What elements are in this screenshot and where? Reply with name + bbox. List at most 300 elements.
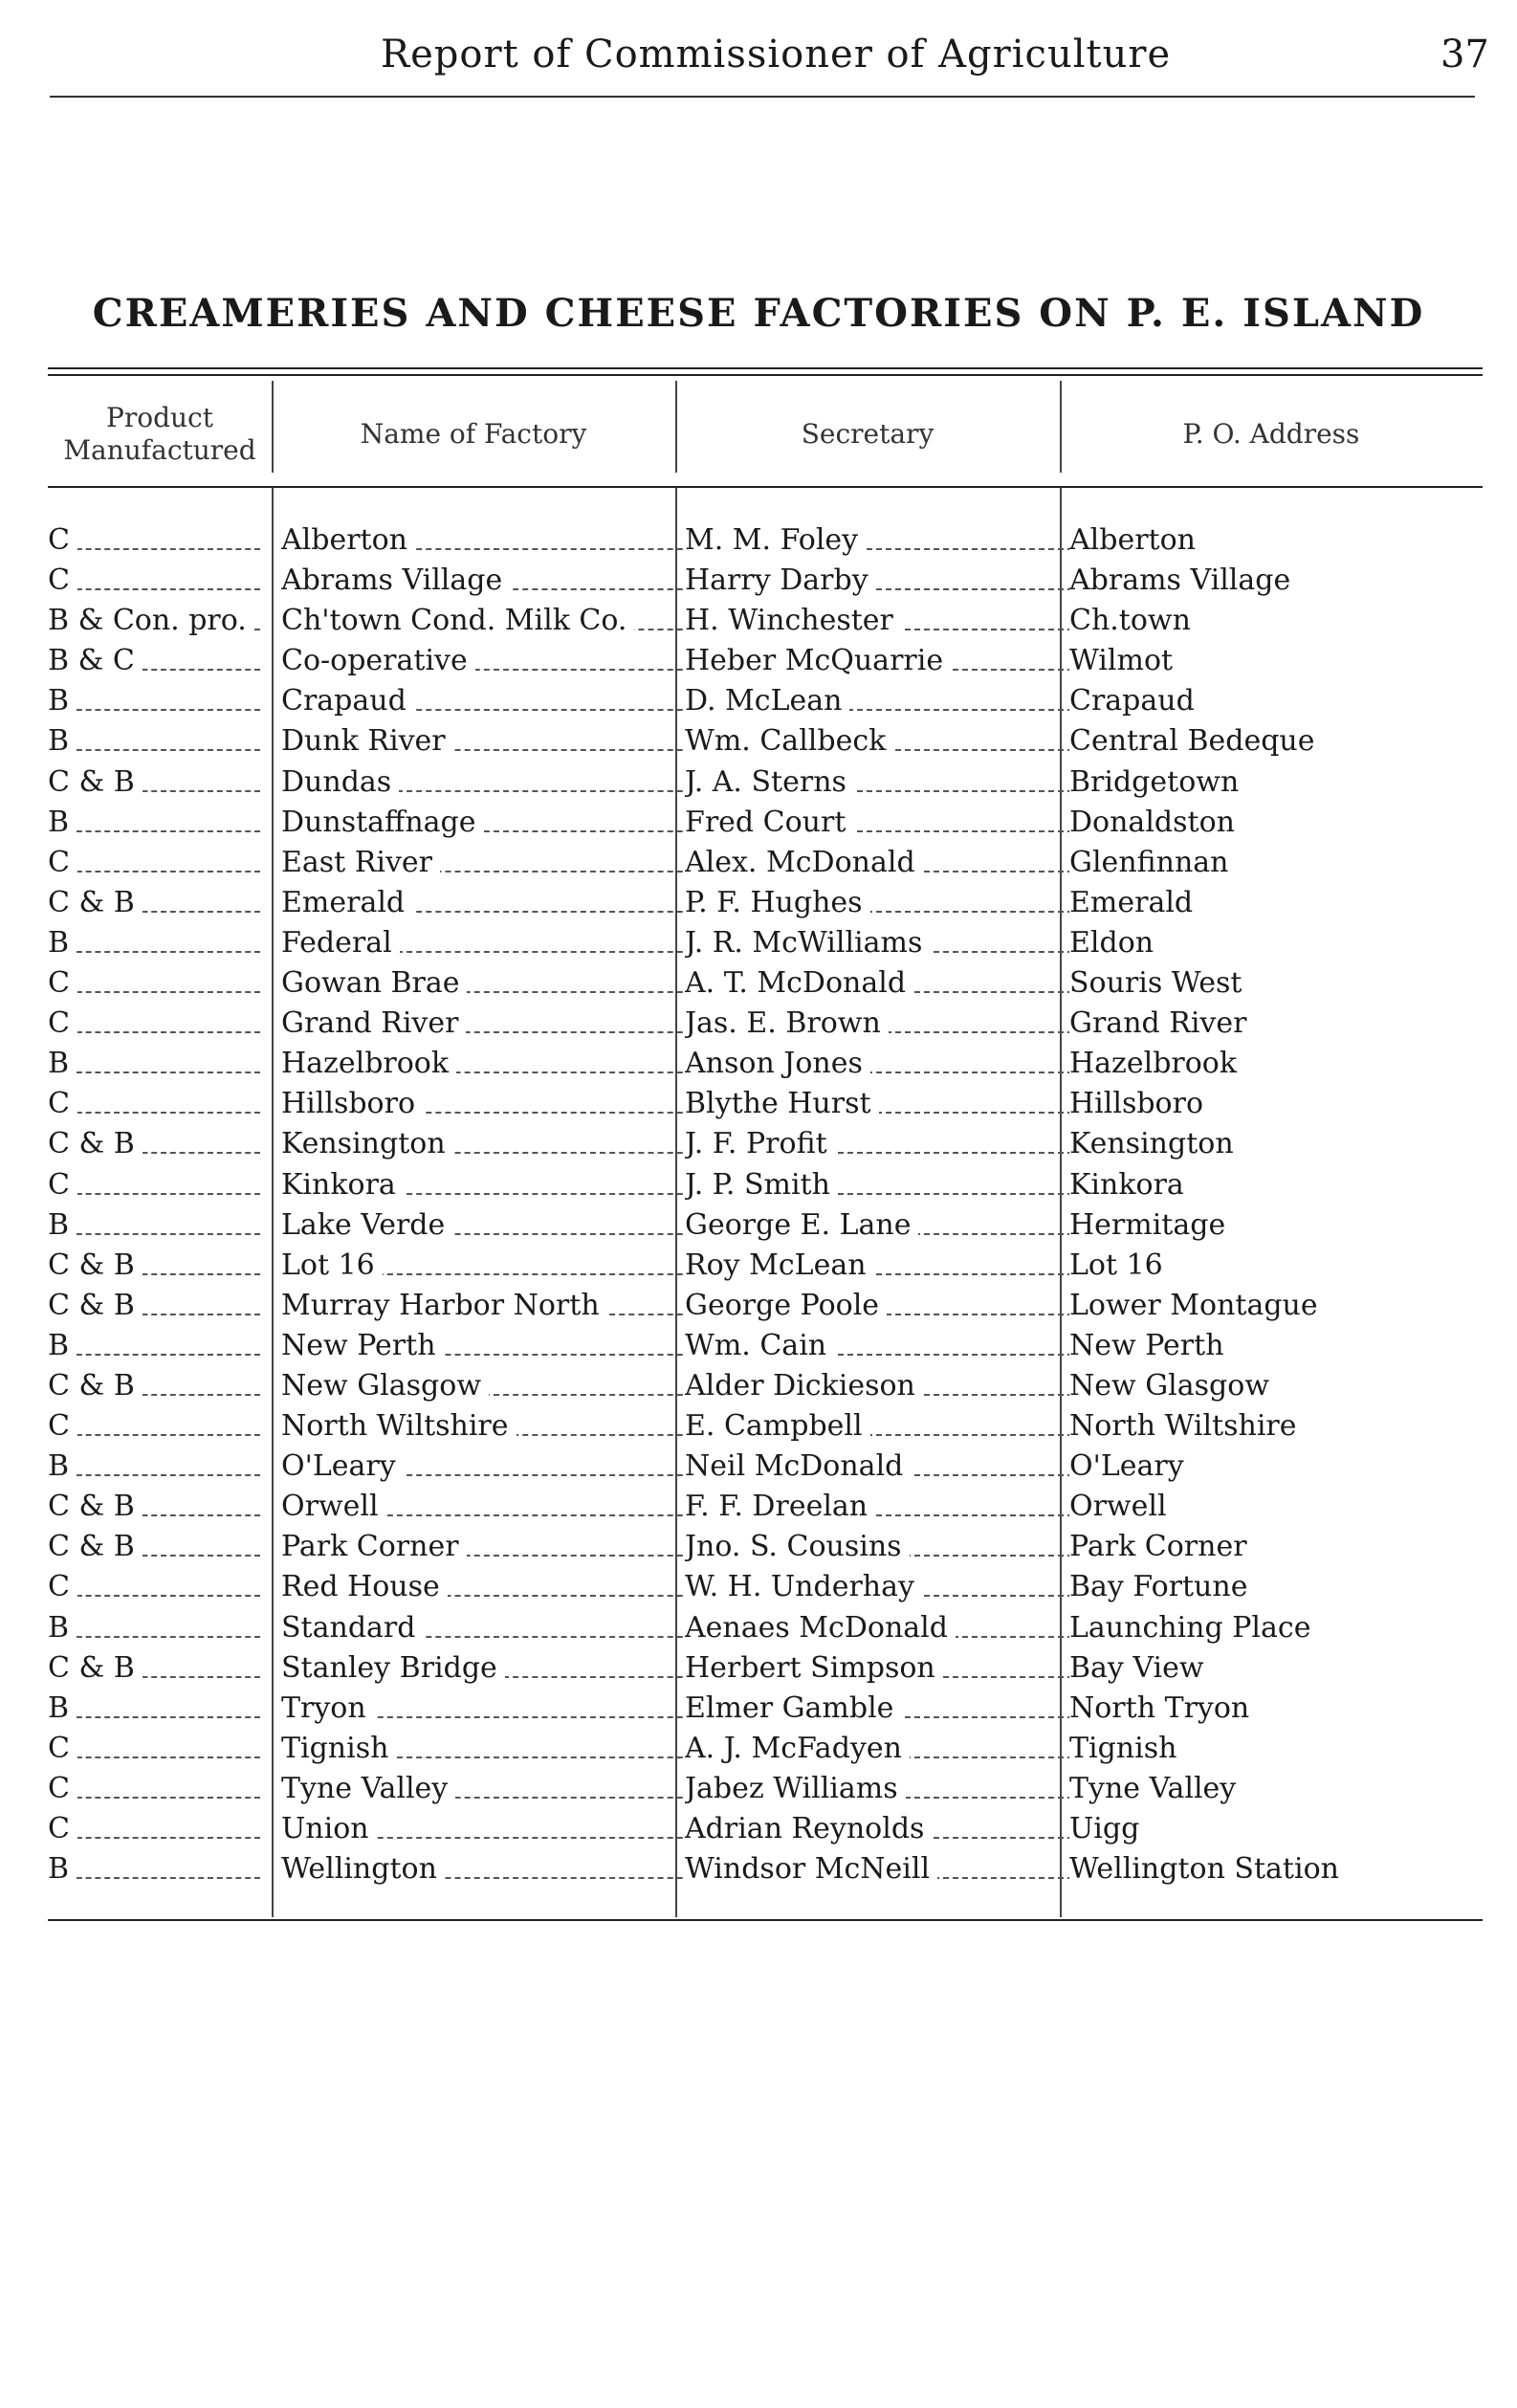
po-address-cell <box>1069 681 1483 721</box>
secretary-cell <box>685 520 1102 561</box>
secretary-cell <box>685 762 1102 803</box>
secretary-cell <box>685 1286 1102 1326</box>
po-address-cell <box>1069 1004 1483 1044</box>
product-cell-text: B <box>48 1208 77 1242</box>
secretary-cell <box>685 1849 1102 1889</box>
factory-name-cell-text: Hazelbrook <box>281 1047 456 1080</box>
po-address-cell <box>1069 1849 1483 1889</box>
po-address-cell <box>1069 520 1483 561</box>
leader-dashes <box>67 709 260 711</box>
leader-dashes <box>67 1837 260 1839</box>
secretary-cell <box>685 1487 1102 1527</box>
po-address-cell <box>1069 1567 1483 1607</box>
leader-dashes <box>67 1434 260 1436</box>
secretary-cell <box>685 1246 1102 1286</box>
po-address-cell <box>1069 1769 1483 1809</box>
secretary-cell <box>685 883 1102 923</box>
factory-name-cell <box>281 1769 712 1809</box>
table-row <box>48 1205 1483 1246</box>
po-address-cell <box>1069 1084 1483 1124</box>
po-address-cell-text: New Glasgow <box>1069 1369 1277 1403</box>
product-cell <box>48 1527 268 1567</box>
product-cell <box>48 681 268 721</box>
table-row <box>48 1044 1483 1084</box>
po-address-cell-text: Kensington <box>1069 1127 1242 1160</box>
secretary-cell <box>685 803 1102 843</box>
secretary-cell-text: M. M. Foley <box>685 523 866 557</box>
leader-dashes <box>67 1474 260 1476</box>
po-address-cell <box>1069 883 1483 923</box>
po-address-cell-text: Bridgetown <box>1069 765 1246 799</box>
po-address-cell-text: North Tryon <box>1069 1691 1257 1725</box>
po-address-cell <box>1069 1608 1483 1648</box>
table-bottom-rule <box>48 1919 1483 1921</box>
factory-name-cell <box>281 963 712 1004</box>
table-row <box>48 963 1483 1004</box>
secretary-cell-text: George Poole <box>685 1289 887 1322</box>
table-row <box>48 1165 1483 1205</box>
secretary-cell-text: J. P. Smith <box>685 1168 838 1202</box>
po-address-cell-text: Lot 16 <box>1069 1248 1171 1282</box>
factory-name-cell <box>281 1246 712 1286</box>
product-cell-text: C & B <box>48 1248 143 1282</box>
secretary-cell <box>685 601 1102 641</box>
secretary-cell-text: Jabez Williams <box>685 1772 906 1805</box>
secretary-cell-text: Adrian Reynolds <box>685 1812 932 1845</box>
table-row <box>48 681 1483 721</box>
product-cell <box>48 1567 268 1607</box>
secretary-cell-text: George E. Lane <box>685 1208 918 1242</box>
secretary-cell-text: E. Campbell <box>685 1409 870 1443</box>
secretary-cell-text: Wm. Callbeck <box>685 724 893 758</box>
factory-name-cell <box>281 1084 712 1124</box>
table-row <box>48 721 1483 762</box>
po-address-cell-text: Wilmot <box>1069 644 1180 677</box>
secretary-cell-text: J. A. Sterns <box>685 765 854 799</box>
factory-name-cell <box>281 1366 712 1406</box>
factory-name-cell <box>281 1487 712 1527</box>
secretary-cell <box>685 681 1102 721</box>
secretary-cell-text: Wm. Cain <box>685 1329 834 1362</box>
factory-name-cell-text: Union <box>281 1812 377 1845</box>
table-row <box>48 1689 1483 1729</box>
po-address-cell-text: Tignish <box>1069 1732 1184 1765</box>
product-cell-text: C & B <box>48 886 143 919</box>
product-cell <box>48 1648 268 1689</box>
po-address-cell-text: Emerald <box>1069 886 1200 919</box>
po-address-cell-text: Hazelbrook <box>1069 1047 1244 1080</box>
po-address-cell <box>1069 1447 1483 1487</box>
factory-name-cell <box>281 1689 712 1729</box>
product-cell <box>48 561 268 601</box>
table-row <box>48 1729 1483 1769</box>
factory-name-cell <box>281 883 712 923</box>
product-cell <box>48 1286 268 1326</box>
product-cell-text: B <box>48 1852 77 1886</box>
factory-name-cell <box>281 1406 712 1447</box>
secretary-cell-text: J. F. Profit <box>685 1127 835 1160</box>
factory-name-cell <box>281 601 712 641</box>
secretary-cell <box>685 1406 1102 1447</box>
secretary-cell-text: Alder Dickieson <box>685 1369 923 1403</box>
product-cell <box>48 1084 268 1124</box>
secretary-cell-text: Windsor McNeill <box>685 1852 937 1886</box>
table-row <box>48 843 1483 883</box>
product-cell-text: B <box>48 1611 77 1645</box>
po-address-cell <box>1069 1124 1483 1164</box>
product-cell-text: C <box>48 1812 77 1845</box>
product-cell-text: C & B <box>48 1369 143 1403</box>
product-cell-text: C <box>48 1732 77 1765</box>
secretary-cell <box>685 1527 1102 1567</box>
po-address-cell-text: Souris West <box>1069 966 1249 1000</box>
po-address-cell <box>1069 1729 1483 1769</box>
product-cell <box>48 1608 268 1648</box>
factory-name-cell-text: Alberton <box>281 523 415 557</box>
factory-name-cell-text: Abrams Village <box>281 563 510 597</box>
secretary-cell-text: Jas. E. Brown <box>685 1006 889 1040</box>
po-address-cell <box>1069 1044 1483 1084</box>
po-address-cell <box>1069 803 1483 843</box>
factory-name-cell <box>281 1124 712 1164</box>
po-address-cell <box>1069 1205 1483 1246</box>
leader-dashes <box>67 1797 260 1799</box>
factory-name-cell <box>281 641 712 681</box>
po-address-cell <box>1069 641 1483 681</box>
po-address-cell-text: Orwell <box>1069 1490 1175 1523</box>
factory-name-cell-text: Dunstaffnage <box>281 806 484 839</box>
secretary-cell <box>685 1809 1102 1849</box>
po-address-cell-text: Kinkora <box>1069 1168 1192 1202</box>
table-row <box>48 1567 1483 1607</box>
po-address-cell-text: Donaldston <box>1069 806 1242 839</box>
product-cell <box>48 1809 268 1849</box>
secretary-cell-text: J. R. McWilliams <box>685 926 930 960</box>
factory-name-cell <box>281 1849 712 1889</box>
leader-dashes <box>67 1233 260 1235</box>
table-row <box>48 1366 1483 1406</box>
secretary-cell-text: Roy McLean <box>685 1248 874 1282</box>
secretary-cell-text: Aenaes McDonald <box>685 1611 956 1645</box>
table-row <box>48 1648 1483 1689</box>
product-cell-text: C <box>48 1168 77 1202</box>
product-cell <box>48 1487 268 1527</box>
factory-name-cell <box>281 843 712 883</box>
table-row <box>48 1246 1483 1286</box>
secretary-cell-text: A. T. McDonald <box>685 966 913 1000</box>
factory-name-cell-text: O'Leary <box>281 1449 404 1483</box>
product-cell <box>48 1205 268 1246</box>
factory-name-cell-text: Tyne Valley <box>281 1772 455 1805</box>
factory-name-cell-text: North Wiltshire <box>281 1409 517 1443</box>
secretary-cell-text: Heber McQuarrie <box>685 644 951 677</box>
factory-name-cell-text: Lot 16 <box>281 1248 383 1282</box>
factory-name-cell-text: Hillsboro <box>281 1087 423 1120</box>
secretary-cell <box>685 1567 1102 1607</box>
table-row <box>48 561 1483 601</box>
product-cell <box>48 721 268 762</box>
product-cell-text: C <box>48 1087 77 1120</box>
product-cell-text: C & B <box>48 1490 143 1523</box>
secretary-cell-text: P. F. Hughes <box>685 886 870 919</box>
product-cell-text: C <box>48 1006 77 1040</box>
po-address-cell <box>1069 1366 1483 1406</box>
factory-name-cell <box>281 923 712 963</box>
po-address-cell <box>1069 1326 1483 1366</box>
factory-name-cell-text: Kinkora <box>281 1168 404 1202</box>
table-row <box>48 1608 1483 1648</box>
factory-name-cell-text: Co-operative <box>281 644 475 677</box>
po-address-cell-text: Bay Fortune <box>1069 1570 1255 1603</box>
product-cell-text: C <box>48 1772 77 1805</box>
po-address-cell-text: O'Leary <box>1069 1449 1192 1483</box>
factory-name-cell <box>281 1004 712 1044</box>
header-secretary: Secretary <box>801 418 934 450</box>
po-address-cell-text: Park Corner <box>1069 1530 1255 1563</box>
product-cell-text: B <box>48 806 77 839</box>
secretary-cell-text: A. J. McFadyen <box>685 1732 910 1765</box>
factory-name-cell <box>281 1567 712 1607</box>
secretary-cell <box>685 1326 1102 1366</box>
table-row <box>48 923 1483 963</box>
product-cell-text: C <box>48 1409 77 1443</box>
secretary-cell-text: Alex. McDonald <box>685 846 923 879</box>
product-cell <box>48 762 268 803</box>
leader-dashes <box>67 1031 260 1033</box>
factory-name-cell <box>281 520 712 561</box>
product-cell-text: C <box>48 1570 77 1603</box>
product-cell-text: B <box>48 1047 77 1080</box>
factory-name-cell <box>281 1608 712 1648</box>
factory-name-cell-text: New Glasgow <box>281 1369 489 1403</box>
po-address-cell-text: Central Bedeque <box>1069 724 1322 758</box>
secretary-cell <box>685 1205 1102 1246</box>
header-product-line-2: Manufactured <box>63 434 256 466</box>
leader-dashes <box>67 871 260 873</box>
secretary-cell-text: Blythe Hurst <box>685 1087 879 1120</box>
po-address-cell <box>1069 923 1483 963</box>
po-address-cell-text: Grand River <box>1069 1006 1254 1040</box>
leader-dashes <box>67 1756 260 1758</box>
po-address-cell-text: Hermitage <box>1069 1208 1233 1242</box>
secretary-cell <box>685 1124 1102 1164</box>
header-name-of-factory: Name of Factory <box>360 418 587 450</box>
secretary-cell <box>685 1165 1102 1205</box>
leader-dashes <box>67 548 260 550</box>
secretary-cell <box>685 561 1102 601</box>
product-cell-text: C & B <box>48 765 143 799</box>
page-number: 37 <box>1440 33 1489 77</box>
leader-dashes <box>67 1112 260 1114</box>
product-cell-text: B <box>48 684 77 718</box>
product-cell-text: C <box>48 966 77 1000</box>
factory-name-cell-text: Stanley Bridge <box>281 1651 505 1685</box>
po-address-cell-text: Eldon <box>1069 926 1161 960</box>
factory-name-cell <box>281 1165 712 1205</box>
leader-dashes <box>67 1595 260 1597</box>
table-top-double-rule <box>48 367 1483 376</box>
table-row <box>48 883 1483 923</box>
factory-name-cell <box>281 803 712 843</box>
product-cell <box>48 963 268 1004</box>
product-cell <box>48 520 268 561</box>
product-cell <box>48 1769 268 1809</box>
po-address-cell-text: Lower Montague <box>1069 1289 1326 1322</box>
header-po-address: P. O. Address <box>1182 418 1360 450</box>
factory-name-cell-text: East River <box>281 846 440 879</box>
factory-name-cell-text: Red House <box>281 1570 448 1603</box>
factory-name-cell <box>281 561 712 601</box>
table-row <box>48 1769 1483 1809</box>
product-cell-text: C & B <box>48 1651 143 1685</box>
po-address-cell-text: Ch.town <box>1069 604 1198 637</box>
po-address-cell <box>1069 721 1483 762</box>
table-row <box>48 1286 1483 1326</box>
secretary-cell-text: Fred Court <box>685 806 853 839</box>
product-cell-text: B & Con. pro. <box>48 604 254 637</box>
secretary-cell <box>685 1729 1102 1769</box>
factory-name-cell <box>281 1044 712 1084</box>
po-address-cell <box>1069 963 1483 1004</box>
factory-name-cell-text: Murray Harbor North <box>281 1289 607 1322</box>
po-address-cell <box>1069 1809 1483 1849</box>
secretary-cell <box>685 1366 1102 1406</box>
table-row <box>48 762 1483 803</box>
leader-dashes <box>67 1193 260 1195</box>
table-row <box>48 803 1483 843</box>
product-cell <box>48 883 268 923</box>
leader-dashes <box>67 830 260 832</box>
secretary-cell-text: Jno. S. Cousins <box>685 1530 910 1563</box>
po-address-cell <box>1069 1487 1483 1527</box>
leader-dashes <box>67 951 260 953</box>
secretary-cell-text: Anson Jones <box>685 1047 870 1080</box>
factory-name-cell <box>281 1729 712 1769</box>
product-cell <box>48 1366 268 1406</box>
table-row <box>48 520 1483 561</box>
factory-name-cell-text: Lake Verde <box>281 1208 452 1242</box>
factory-name-cell-text: Gowan Brae <box>281 966 467 1000</box>
product-cell <box>48 803 268 843</box>
product-cell-text: C <box>48 563 77 597</box>
secretary-cell <box>685 1608 1102 1648</box>
product-cell <box>48 641 268 681</box>
table-row <box>48 1849 1483 1889</box>
leader-dashes <box>67 1071 260 1073</box>
product-cell-text: C & B <box>48 1530 143 1563</box>
factory-name-cell-text: Dundas <box>281 765 399 799</box>
secretary-cell-text: F. F. Dreelan <box>685 1490 875 1523</box>
po-address-cell-text: Abrams Village <box>1069 563 1298 597</box>
secretary-cell <box>685 1447 1102 1487</box>
factory-name-cell-text: Wellington <box>281 1852 445 1886</box>
factory-name-cell-text: Orwell <box>281 1490 386 1523</box>
po-address-cell <box>1069 1527 1483 1567</box>
factory-name-cell <box>281 1205 712 1246</box>
po-address-cell-text: New Perth <box>1069 1329 1232 1362</box>
po-address-cell <box>1069 1689 1483 1729</box>
product-cell-text: B <box>48 926 77 960</box>
po-address-cell <box>1069 762 1483 803</box>
product-cell-text: B <box>48 724 77 758</box>
factory-name-cell <box>281 721 712 762</box>
table-row <box>48 1527 1483 1567</box>
secretary-cell <box>685 641 1102 681</box>
po-address-cell-text: Hillsboro <box>1069 1087 1211 1120</box>
po-address-cell-text: Crapaud <box>1069 684 1202 718</box>
po-address-cell <box>1069 1286 1483 1326</box>
factory-name-cell-text: New Perth <box>281 1329 444 1362</box>
po-address-cell-text: Bay View <box>1069 1651 1212 1685</box>
product-cell <box>48 1447 268 1487</box>
running-head <box>0 33 1517 80</box>
secretary-cell-text: W. H. Underhay <box>685 1570 922 1603</box>
secretary-cell <box>685 1004 1102 1044</box>
table-row <box>48 641 1483 681</box>
leader-dashes <box>67 1636 260 1638</box>
factory-name-cell <box>281 762 712 803</box>
table-row <box>48 1809 1483 1849</box>
secretary-cell <box>685 923 1102 963</box>
product-cell-text: B <box>48 1449 77 1483</box>
header-product-line-1: Product <box>106 402 213 433</box>
running-head-title: Report of Commissioner of Agriculture <box>381 33 1172 77</box>
running-head-rule <box>50 96 1475 98</box>
table-row <box>48 1326 1483 1366</box>
table-row <box>48 1004 1483 1044</box>
factory-name-cell-text: Park Corner <box>281 1530 467 1563</box>
product-cell <box>48 1124 268 1164</box>
secretary-cell <box>685 1769 1102 1809</box>
product-cell <box>48 1849 268 1889</box>
table-row <box>48 1487 1483 1527</box>
factory-name-cell-text: Tignish <box>281 1732 396 1765</box>
factory-name-cell <box>281 1286 712 1326</box>
po-address-cell-text: Wellington Station <box>1069 1852 1347 1886</box>
secretary-cell <box>685 721 1102 762</box>
factory-name-cell <box>281 1648 712 1689</box>
po-address-cell-text: Uigg <box>1069 1812 1147 1845</box>
table-row <box>48 1406 1483 1447</box>
product-cell <box>48 843 268 883</box>
factory-name-cell-text: Kensington <box>281 1127 453 1160</box>
product-cell-text: C & B <box>48 1127 143 1160</box>
secretary-cell <box>685 1689 1102 1729</box>
table-row <box>48 1447 1483 1487</box>
po-address-cell-text: North Wiltshire <box>1069 1409 1305 1443</box>
product-cell-text: B <box>48 1329 77 1362</box>
factory-name-cell-text: Crapaud <box>281 684 414 718</box>
secretary-cell-text: Harry Darby <box>685 563 876 597</box>
po-address-cell-text: Glenfinnan <box>1069 846 1237 879</box>
product-cell-text: C & B <box>48 1289 143 1322</box>
product-cell-text: B & C <box>48 644 143 677</box>
po-address-cell <box>1069 1648 1483 1689</box>
factory-name-cell <box>281 1447 712 1487</box>
product-cell-text: C <box>48 523 77 557</box>
product-cell <box>48 1044 268 1084</box>
factory-name-cell <box>281 1527 712 1567</box>
header-product-manufactured <box>48 396 272 473</box>
secretary-cell-text: Herbert Simpson <box>685 1651 943 1685</box>
po-address-cell <box>1069 1246 1483 1286</box>
factory-name-cell <box>281 1809 712 1849</box>
table-row <box>48 1124 1483 1164</box>
secretary-cell-text: Neil McDonald <box>685 1449 911 1483</box>
product-cell <box>48 1689 268 1729</box>
table-row <box>48 601 1483 641</box>
po-address-cell-text: Tyne Valley <box>1069 1772 1243 1805</box>
